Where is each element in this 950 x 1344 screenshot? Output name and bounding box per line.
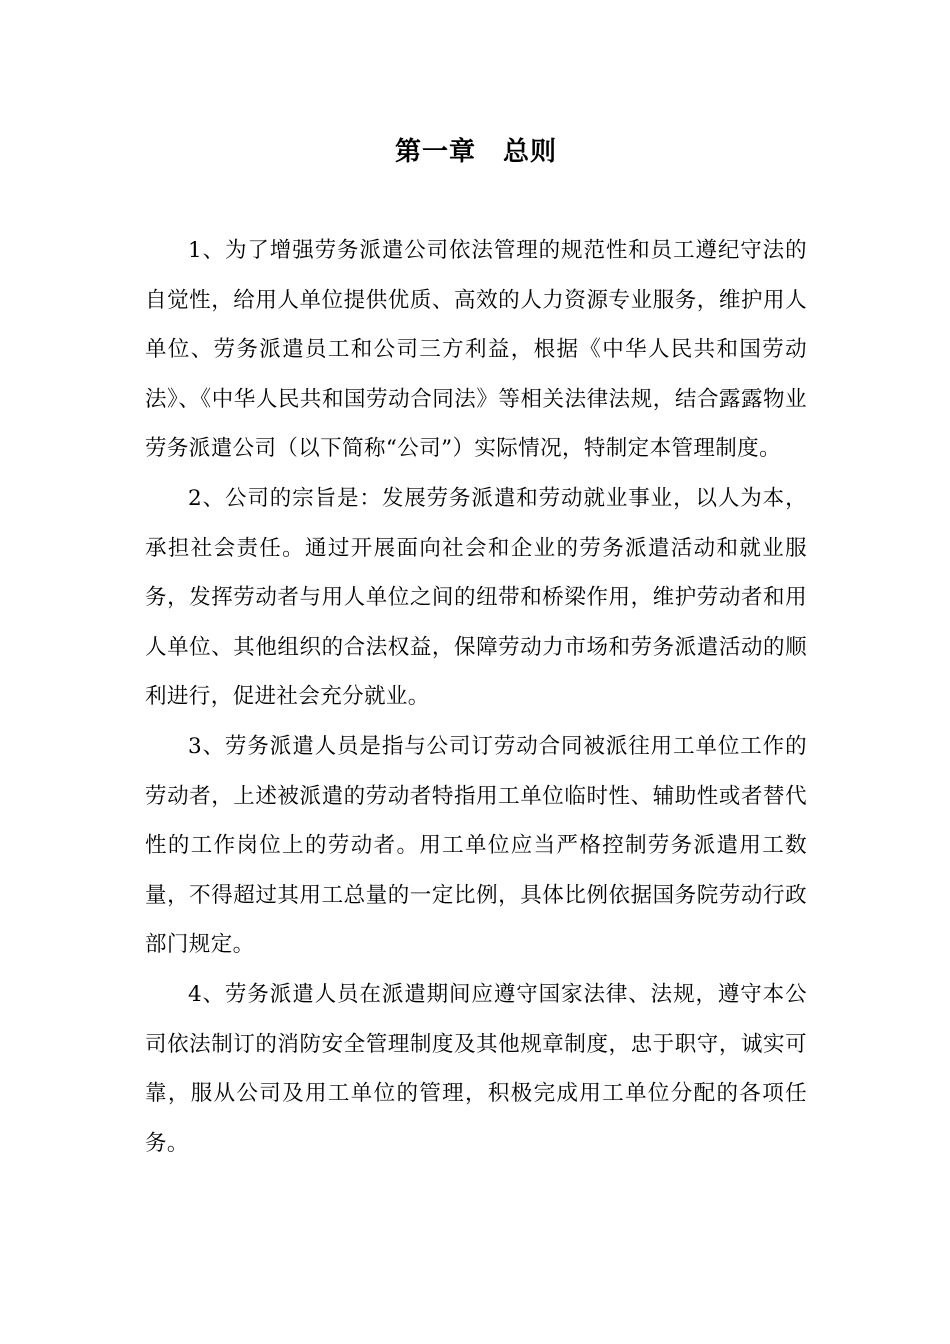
document-page: [145, 120, 807, 1168]
paragraph-2: 2、公司的宗旨是：发展劳务派遣和劳动就业事业，以人为本，承担社会责任。通过开展面向社会和企业的劳务派遣活动和就业服务，发挥劳动者与用人单位之间的纽带和桥梁作用，维护劳动者和用人单位、其他组织的合法权益，保障劳动力市场和劳务派遣活动的顺利进行，促进社会充分就业。: [145, 485, 807, 710]
paragraph-4: 4、劳务派遣人员在派遣期间应遵守国家法律、法规，遵守本公司依法制订的消防安全管理制度及其他规章制度，忠于职守，诚实可靠，服从公司及用工单位的管理，积极完成用工单位分配的各项任务。: [145, 981, 807, 1156]
chapter-title: 第一章 总则: [394, 137, 557, 167]
paragraph-3: 3、劳务派遣人员是指与公司订劳动合同被派往用工单位工作的劳动者，上述被派遣的劳动者特指用工单位临时性、辅助性或者替代性的工作岗位上的劳动者。用工单位应当严格控制劳务派遣用工数量，不得超过其用工总量的一定比例，具体比例依据国务院劳动行政部门规定。: [145, 733, 807, 958]
paragraph-1: 1、为了增强劳务派遣公司依法管理的规范性和员工遵纪守法的自觉性，给用人单位提供优质、高效的人力资源专业服务，维护用人单位、劳务派遣员工和公司三方利益，根据《中华人民共和国劳动法》、《中华人民共和国劳动合同法》等相关法律法规，结合露露物业劳务派遣公司（以下简称“公司”）实际情况，特制定本管理制度。: [145, 238, 807, 462]
